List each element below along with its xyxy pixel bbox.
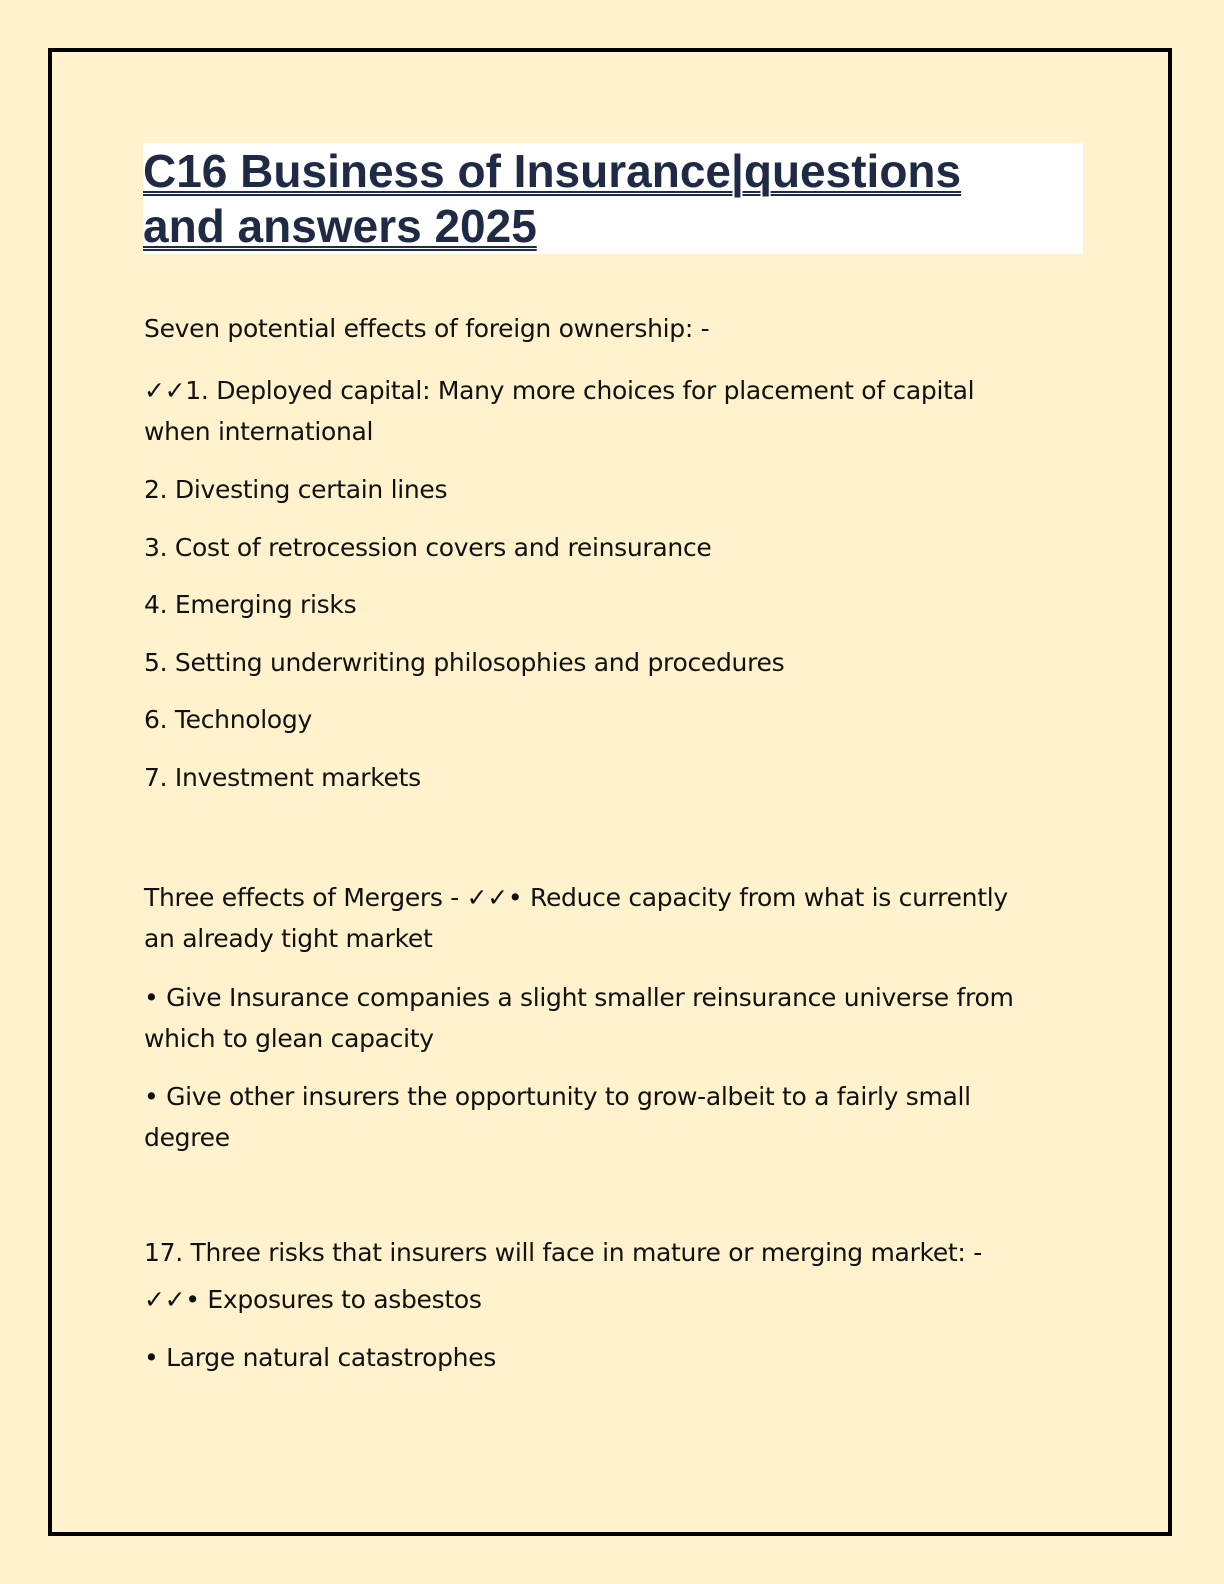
title-line-1: C16 Business of Insurance|questions xyxy=(143,145,962,197)
section1-item2: 2. Divesting certain lines xyxy=(144,475,448,504)
section1-item5: 5. Setting underwriting philosophies and procedures xyxy=(144,648,785,677)
section1-item1-line2: when international xyxy=(144,417,374,446)
section2-bullet3-line2: degree xyxy=(144,1123,230,1152)
title-line-2: and answers 2025 xyxy=(143,200,537,252)
section2-bullet2-line2: which to glean capacity xyxy=(144,1024,434,1053)
section1-item4: 4. Emerging risks xyxy=(144,590,357,619)
section2-line2: an already tight market xyxy=(144,924,433,953)
section3-bullet1: ✓✓• Exposures to asbestos xyxy=(144,1285,482,1314)
section2-line1: Three effects of Mergers - ✓✓• Reduce capacity from what is currently xyxy=(144,883,1008,912)
section1-item6: 6. Technology xyxy=(144,705,312,734)
section2-bullet2-line1: • Give Insurance companies a slight smaller reinsurance universe from xyxy=(144,983,1014,1012)
document-title xyxy=(143,144,1083,254)
section1-heading: Seven potential effects of foreign ownership: - xyxy=(144,314,710,343)
section1-item7: 7. Investment markets xyxy=(144,763,421,792)
section1-item3: 3. Cost of retrocession covers and reinsurance xyxy=(144,533,712,562)
section3-heading: 17. Three risks that insurers will face in mature or merging market: - xyxy=(144,1238,982,1267)
section2-bullet3-line1: • Give other insurers the opportunity to grow-albeit to a fairly small xyxy=(144,1082,971,1111)
section1-item1-line1: ✓✓1. Deployed capital: Many more choices for placement of capital xyxy=(144,376,975,405)
section3-bullet2: • Large natural catastrophes xyxy=(144,1343,497,1372)
